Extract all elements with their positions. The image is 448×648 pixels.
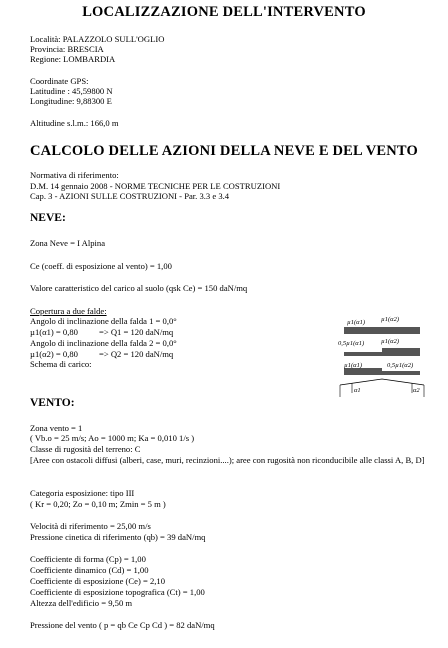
latitudine: Latitudine : 45,59800 N [30, 86, 113, 96]
falda2: Angolo di inclinazione della falda 2 = 0,0° [30, 338, 177, 348]
vento-params: ( Vb.o = 25 m/s; Ao = 1000 m; Ka = 0,010 1/s ) [30, 433, 195, 443]
provincia: Provincia: BRESCIA [30, 44, 104, 54]
diag-l2a: 0,5µ1(α1) [338, 340, 365, 347]
coeff-topografica: Coefficiente di esposizione topografica (Ct) = 1,00 [30, 587, 205, 597]
diag-l1b: µ1(α2) [381, 316, 399, 323]
categoria-params: ( Kr = 0,20; Zo = 0,10 m; Zmin = 5 m ) [30, 499, 166, 509]
coeff-dinamico: Coefficiente dinamico (Cd) = 1,00 [30, 565, 149, 575]
neve-heading: NEVE: [30, 212, 66, 224]
velocita-riferimento: Velocità di riferimento = 25,00 m/s [30, 521, 151, 531]
classe-descrizione: [Aree con ostacoli diffusi (alberi, case, muri, recinzioni....); aree con rugosità non riconducibile alle classi A, B, D] [30, 455, 425, 465]
q1: => Q1 = 120 daN/mq [99, 327, 174, 337]
diag-l1a: µ1(α1) [347, 319, 365, 326]
normativa-line2: Cap. 3 - AZIONI SULLE COSTRUZIONI - Par. 3.3 e 3.4 [30, 191, 230, 201]
schema-label: Schema di carico: [30, 359, 92, 369]
mu2: µ1(α2) = 0,80 [30, 349, 78, 359]
zona-vento: Zona vento = 1 [30, 423, 83, 433]
diag-l2b: µ1(α2) [381, 338, 399, 345]
classe-rugosita: Classe di rugosità del terreno: C [30, 444, 141, 454]
roof-line [340, 379, 424, 385]
mu1: µ1(α1) = 0,80 [30, 327, 78, 337]
q2: => Q2 = 120 daN/mq [99, 349, 174, 359]
title-calcolo: CALCOLO DELLE AZIONI DELLA NEVE E DEL VENTO [30, 143, 418, 159]
normativa-line1: D.M. 14 gennaio 2008 - NORME TECNICHE PER LE COSTRUZIONI [30, 181, 281, 191]
falda1: Angolo di inclinazione della falda 1 = 0,0° [30, 316, 177, 326]
title-localizzazione: LOCALIZZAZIONE DELL'INTERVENTO [82, 4, 366, 20]
load-block [382, 327, 420, 334]
diag-l3a: µ1(α1) [344, 362, 362, 369]
diag-l3b: 0,5µ1(α2) [387, 362, 414, 369]
zona-neve: Zona Neve = I Alpina [30, 238, 106, 248]
longitudine: Longitudine: 9,88300 E [30, 96, 112, 106]
coeff-esposizione: Coefficiente di esposizione (Ce) = 2,10 [30, 576, 165, 586]
load-block [344, 352, 382, 356]
diag-alpha1: α1 [354, 387, 361, 394]
copertura-label: Copertura a due falde: [30, 306, 107, 316]
diag-alpha2: α2 [413, 387, 420, 394]
load-block [344, 327, 382, 334]
ce-neve: Ce (coeff. di esposizione al vento) = 1,00 [30, 261, 172, 271]
altitudine: Altitudine s.l.m.: 166,0 m [30, 118, 119, 128]
vento-heading: VENTO: [30, 397, 75, 409]
qsk: Valore caratteristico del carico al suolo (qsk Ce) = 150 daN/mq [30, 283, 248, 293]
altezza-edificio: Altezza dell'edificio = 9,50 m [30, 598, 133, 608]
pressione-vento: Pressione del vento ( p = qb Ce Cp Cd ) = 82 daN/mq [30, 620, 215, 630]
normativa-label: Normativa di riferimento: [30, 170, 119, 180]
localita: Località: PALAZZOLO SULL'OGLIO [30, 34, 165, 44]
coordinate-label: Coordinate GPS: [30, 76, 89, 86]
load-block [382, 371, 420, 375]
categoria-esposizione: Categoria esposizione: tipo III [30, 488, 135, 498]
regione: Regione: LOMBARDIA [30, 54, 116, 64]
load-block [382, 348, 420, 356]
coeff-forma: Coefficiente di forma (Cp) = 1,00 [30, 554, 146, 564]
pressione-cinetica: Pressione cinetica di riferimento (qb) = 39 daN/mq [30, 532, 206, 542]
